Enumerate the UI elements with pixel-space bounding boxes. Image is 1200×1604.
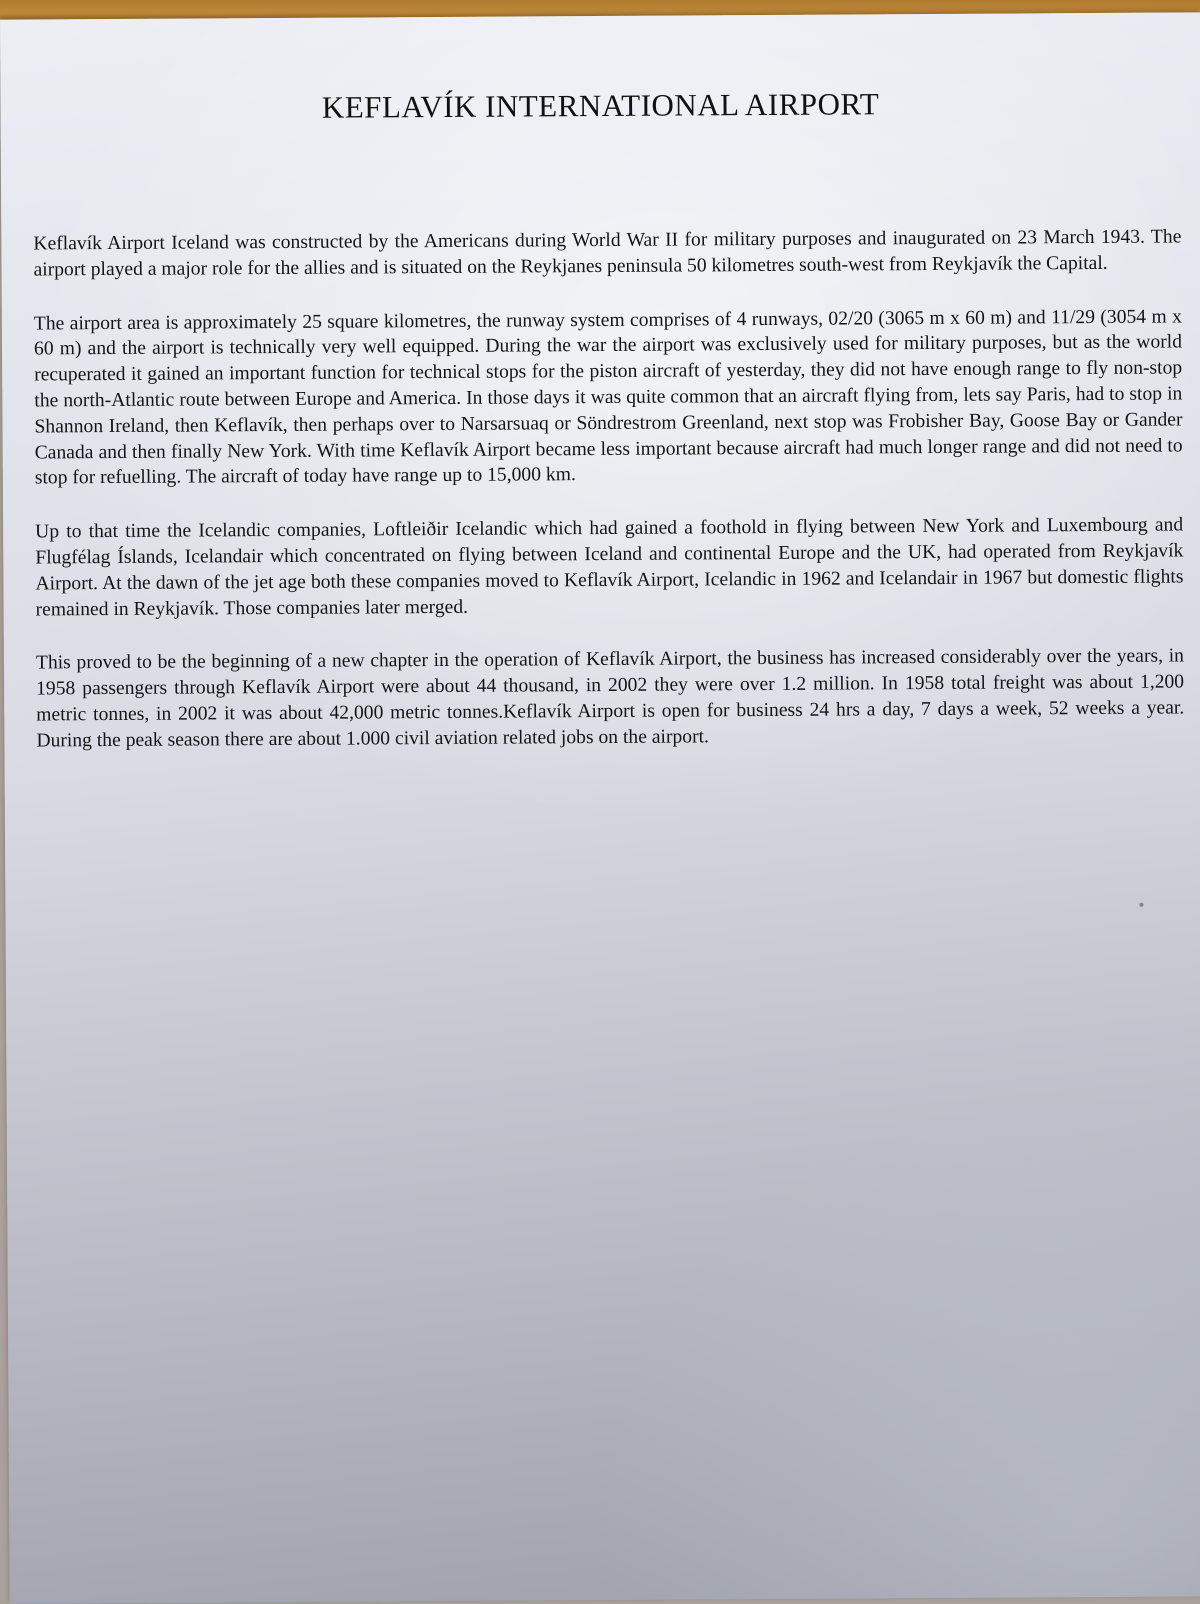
paragraph-runways: The airport area is approximately 25 square kilometres, the runway system comprises of 4 runways, 02/20 (3065 m x 60 m) and 11/29 (3054 m x 60 m) and the airport is technically very well equipped. During the war the airport was exclusively used for military purposes, but as the world recuperated it gained an important function for technical stops for the piston aircraft of yesterday, they did not have enough range to fly non-stop the north-Atlantic route between Europe and America. In those days it was quite common that an aircraft flying from, lets say Paris, had to stop in Shannon Ireland, then Keflavík, then perhaps over to Narsarsuaq or Söndrestrom Greenland, next stop was Frobisher Bay, Goose Bay or Gander Canada and then finally New York. With time Keflavík Airport became less important because aircraft had much longer range and did not need to stop for refuelling. The aircraft of today have range up to 15,000 km. xyxy=(33,306,1183,489)
document-body xyxy=(33,224,1184,782)
paper-speck xyxy=(1139,903,1143,907)
paragraph-airlines: Up to that time the Icelandic companies, Loftleiðir Icelandic which had gained a foothold in flying between New York and Luxembourg and Flugfélag Íslands, Icelandair which concentrated on flying between Iceland and continental Europe and the UK, had operated from Reykjavík Airport. At the dawn of the jet age both these companies moved to Keflavík Airport, Icelandic in 1962 and Icelandair in 1967 but domestic flights remained in Reykjavík. Those companies later merged. xyxy=(35,514,1184,621)
document-title: KEFLAVÍK INTERNATIONAL AIRPORT xyxy=(321,86,880,125)
paragraph-growth: This proved to be the beginning of a new chapter in the operation of Keflavík Airport, the business has increased considerably over the years, in 1958 passengers through Keflavík Airport were about 44 thousand, in 2002 they were over 1.2 million. In 1958 total freight was about 1,200 metric tonnes, in 2002 it was about 42,000 metric tonnes.Keflavík Airport is open for business 24 hrs a day, 7 days a week, 52 weeks a year. During the peak season there are about 1.000 civil aviation related jobs on the airport. xyxy=(35,645,1185,752)
paper-sheet xyxy=(0,12,1200,1603)
paragraph-history: Keflavík Airport Iceland was constructed by the Americans during World War II for military purposes and inaugurated on 23 March 1943. The airport played a major role for the allies and is situated on the Reykjanes peninsula 50 kilometres south-west from Reykjavík the Capital. xyxy=(33,226,1182,281)
